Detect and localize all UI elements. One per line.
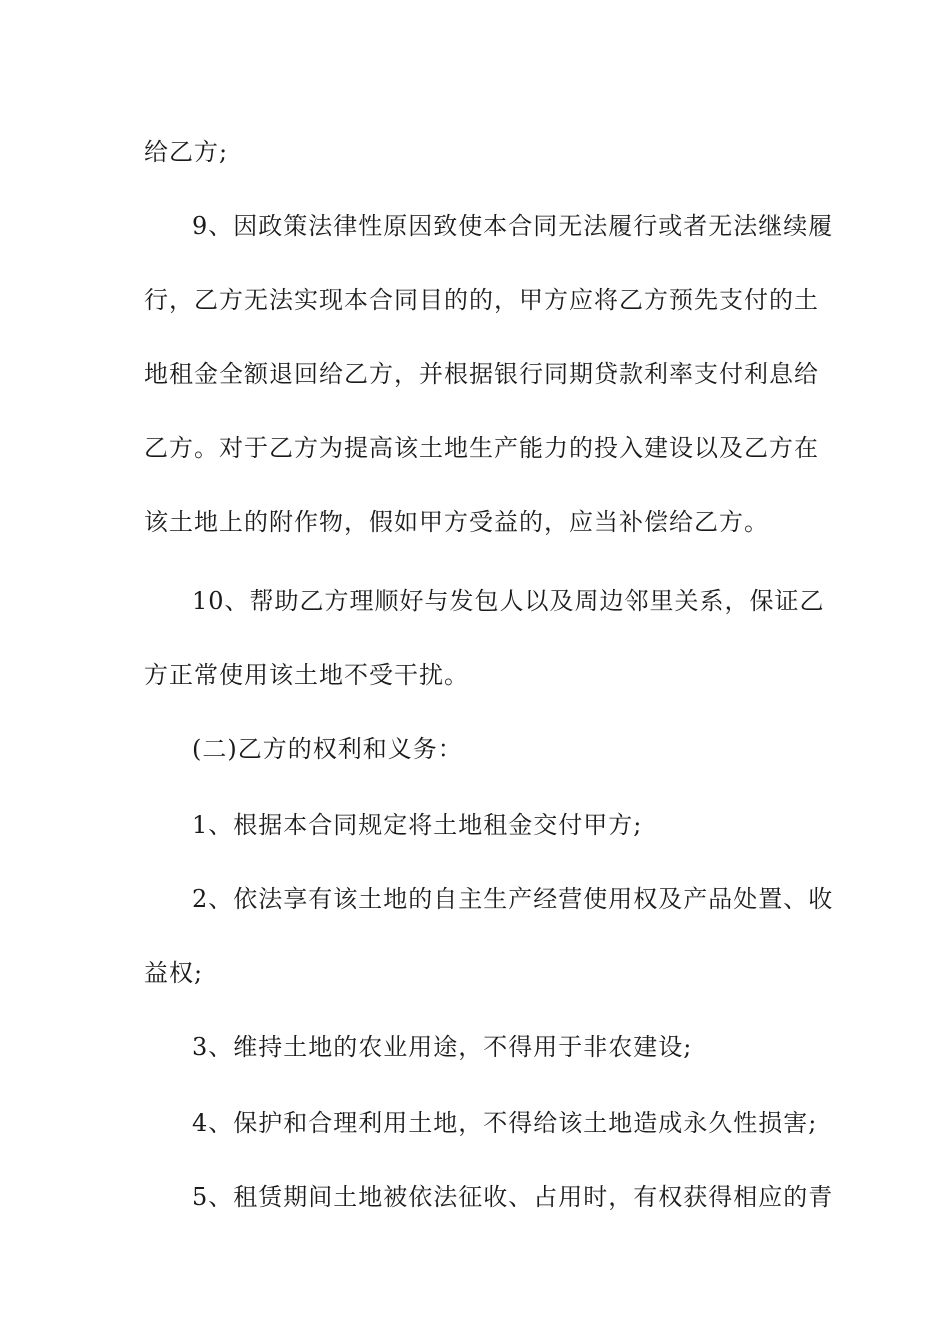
text-line: 9、因政策法律性原因致使本合同无法履行或者无法继续履 xyxy=(192,212,834,240)
section-heading: (二)乙方的权利和义务： xyxy=(192,735,463,763)
text-line: 4、保护和合理利用土地，不得给该土地造成永久性损害; xyxy=(192,1109,818,1137)
text-line: 该土地上的附作物，假如甲方受益的，应当补偿给乙方。 xyxy=(144,508,769,536)
text-line: 益权; xyxy=(144,959,204,987)
text-line: 地租金全额退回给乙方，并根据银行同期贷款利率支付利息给 xyxy=(144,360,819,388)
text-line: 3、维持土地的农业用途，不得用于非农建设; xyxy=(192,1033,693,1061)
text-line: 5、租赁期间土地被依法征收、占用时，有权获得相应的青 xyxy=(192,1183,834,1211)
text-line: 10、帮助乙方理顺好与发包人以及周边邻里关系，保证乙 xyxy=(192,587,825,615)
text-line: 行，乙方无法实现本合同目的的，甲方应将乙方预先支付的土 xyxy=(144,286,819,314)
text-line: 方正常使用该土地不受干扰。 xyxy=(144,661,469,689)
text-line: 给乙方; xyxy=(144,138,229,166)
text-line: 1、根据本合同规定将土地租金交付甲方; xyxy=(192,811,643,839)
text-line: 2、依法享有该土地的自主生产经营使用权及产品处置、收 xyxy=(192,885,834,913)
text-line: 乙方。对于乙方为提高该土地生产能力的投入建设以及乙方在 xyxy=(144,434,819,462)
